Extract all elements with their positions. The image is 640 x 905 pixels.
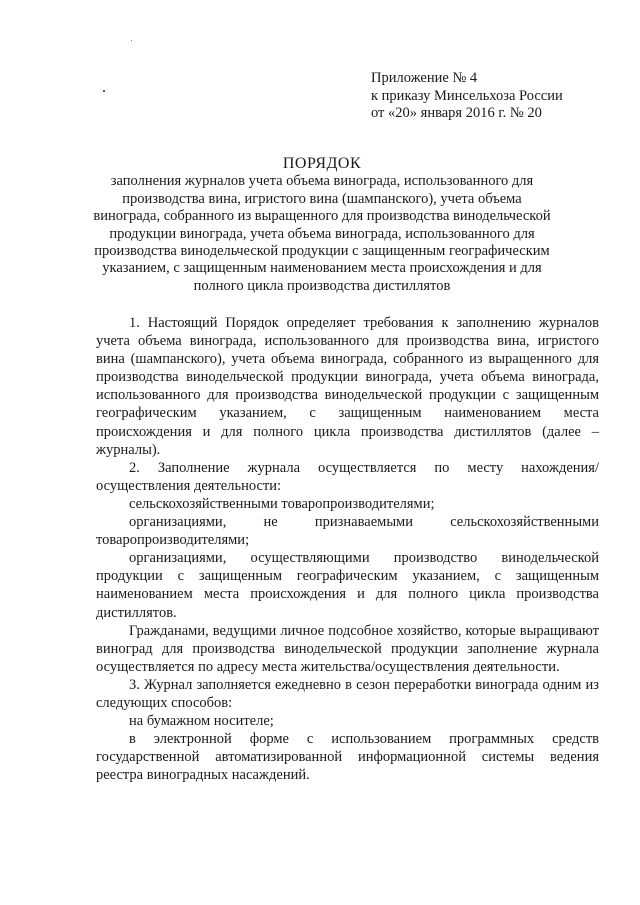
paragraph-list-item: организациями, не признаваемыми сельскохозяйственными товаропроизводителями; <box>96 514 599 549</box>
paragraph-list-item: в электронной форме с использованием программных средств государственной автоматизированной информационной системы ведения реестра виноградных насаждений. <box>96 731 599 784</box>
paragraph-list-item: сельскохозяйственными товаропроизводителями; <box>129 495 435 512</box>
scan-speck <box>131 40 132 41</box>
paragraph-list-item: организациями, осуществляющими производство винодельческой продукции с защищенным географическим указанием, с защищенным наименованием места происхождения и для полного цикла производства дистиллятов. <box>96 550 599 621</box>
paragraph-list-item: на бумажном носителе; <box>129 713 274 730</box>
title-subtitle: заполнения журналов учета объема винограда, использованного для производства вина, игристого вина (шампанского), учета объема винограда, собранного из выращенного для производства винодельческой продукции винограда, учета объема винограда, использованного для производства винодельческой продукции с защищенным географическим указанием, с защищенным наименованием места происхождения и для полного цикла производства дистиллятов <box>93 173 551 294</box>
appendix-block <box>371 70 563 123</box>
appendix-line: от «20» января 2016 г. № 20 <box>371 105 542 121</box>
document-title <box>90 155 554 295</box>
scan-speck <box>103 90 105 92</box>
document-body <box>96 314 599 784</box>
title-heading: ПОРЯДОК <box>282 155 362 172</box>
paragraph-1: 1. Настоящий Порядок определяет требования к заполнению журналов учета объема винограда, использованного для производства вина, игристого вина (шампанского), учета объема винограда, собранного из выращенного для производства винодельческой продукции винограда, учета объема винограда, использованного для производства винодельческой продукции с защищенным географическим указанием, с защищенным наименованием места происхождения и для полного цикла производства дистиллятов (далее – журналы). <box>96 315 599 458</box>
paragraph-citizens: Гражданами, ведущими личное подсобное хозяйство, которые выращивают виноград для производства винодельческой продукции заполнение журнала осуществляется по адресу места жительства/осуществления деятельности. <box>96 622 599 675</box>
paragraph-2: 2. Заполнение журнала осуществляется по месту нахождения/ осуществления деятельности: <box>96 459 599 494</box>
paragraph-3: 3. Журнал заполняется ежедневно в сезон переработки винограда одним из следующих способов: <box>96 676 599 711</box>
appendix-line: к приказу Минсельхоза России <box>371 87 563 104</box>
appendix-line: Приложение № 4 <box>371 70 478 86</box>
